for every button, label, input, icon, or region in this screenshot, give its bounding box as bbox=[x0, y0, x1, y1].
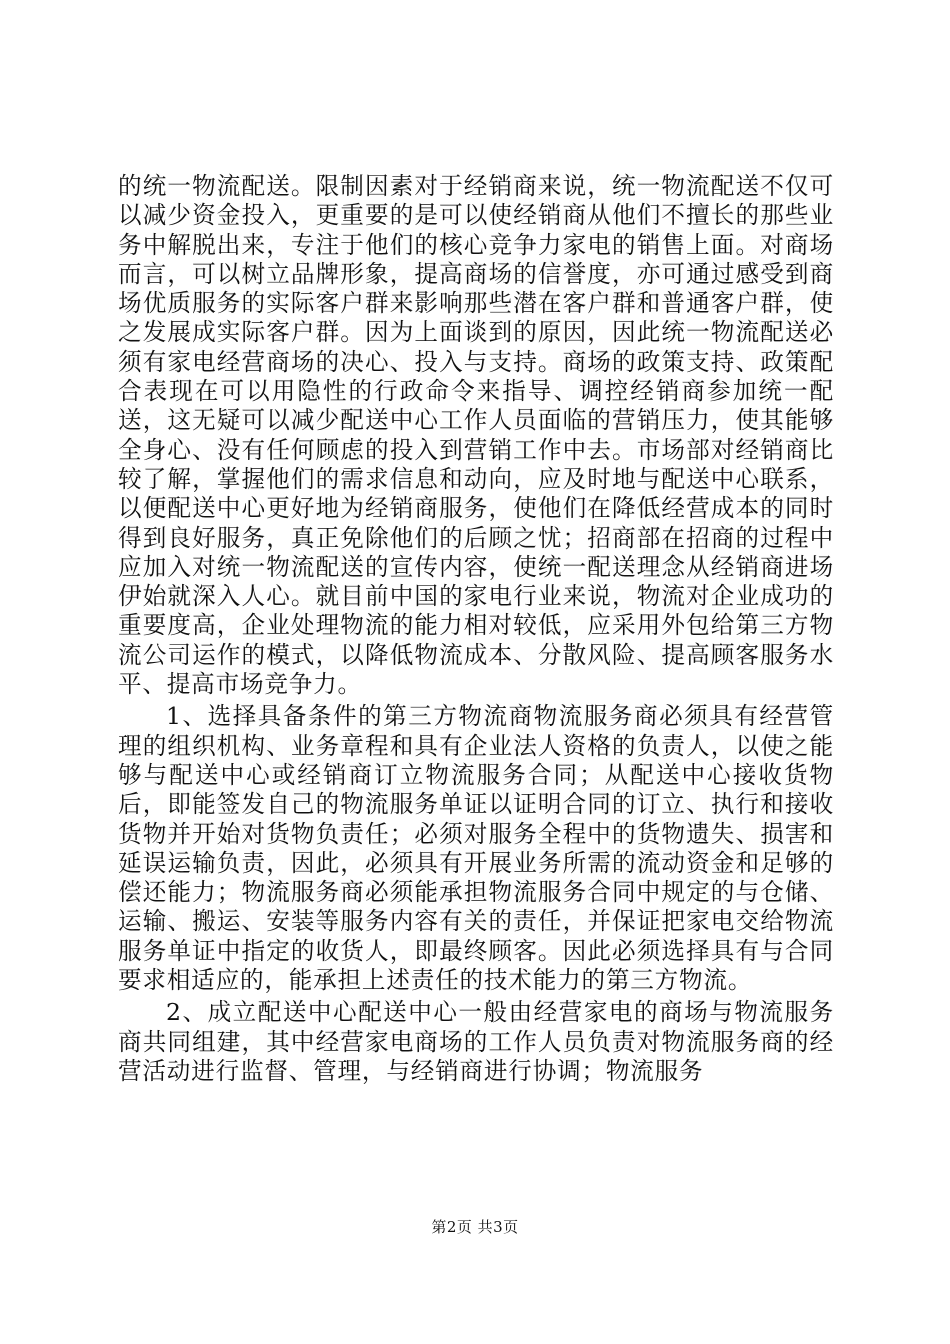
document-body bbox=[118, 172, 834, 1086]
paragraph-section-1: 1、选择具备条件的第三方物流商物流服务商必须具有经营管理的组织机构、业务章程和具有企业法人资格的负责人，以使之能够与配送中心或经销商订立物流服务合同；从配送中心接收货物后，即能签发自己的物流服务单证以证明合同的订立、执行和接收货物并开始对货物负责任；必须对服务全程中的货物遗失、损害和延误运输负责，因此，必须具有开展业务所需的流动资金和足够的偿还能力；物流服务商必须能承担物流服务合同中规定的与仓储、运输、搬运、安装等服务内容有关的责任，并保证把家电交给物流服务单证中指定的收货人，即最终顾客。因此必须选择具有与合同要求相适应的，能承担上述责任的技术能力的第三方物流。 bbox=[118, 702, 834, 995]
paragraph-continuation: 的统一物流配送。限制因素对于经销商来说，统一物流配送不仅可以减少资金投入，更重要的是可以使经销商从他们不擅长的那些业务中解脱出来，专注于他们的核心竞争力家电的销售上面。对商场而言，可以树立品牌形象，提高商场的信誉度，亦可通过感受到商场优质服务的实际客户群来影响那些潜在客户群和普通客户群，使之发展成实际客户群。因为上面谈到的原因，因此统一物流配送必须有家电经营商场的决心、投入与支持。商场的政策支持、政策配合表现在可以用隐性的行政命令来指导、调控经销商参加统一配送，这无疑可以减少配送中心工作人员面临的营销压力，使其能够全身心、没有任何顾虑的投入到营销工作中去。市场部对经销商比较了解，掌握他们的需求信息和动向，应及时地与配送中心联系，以便配送中心更好地为经销商服务，使他们在降低经营成本的同时得到良好服务，真正免除他们的后顾之忧；招商部在招商的过程中应加入对统一物流配送的宣传内容，使统一配送理念从经销商进场伊始就深入人心。就目前中国的家电行业来说，物流对企业成功的重要度高，企业处理物流的能力相对较低，应采用外包给第三方物流公司运作的模式，以降低物流成本、分散风险、提高顾客服务水平、提高市场竞争力。 bbox=[118, 172, 834, 699]
paragraph-section-2: 2、成立配送中心配送中心一般由经营家电的商场与物流服务商共同组建，其中经营家电商场的工作人员负责对物流服务商的经营活动进行监督、管理，与经销商进行协调；物流服务 bbox=[118, 998, 834, 1085]
page-footer bbox=[0, 1216, 950, 1237]
page-number-label: 第2页 共3页 bbox=[431, 1218, 519, 1236]
